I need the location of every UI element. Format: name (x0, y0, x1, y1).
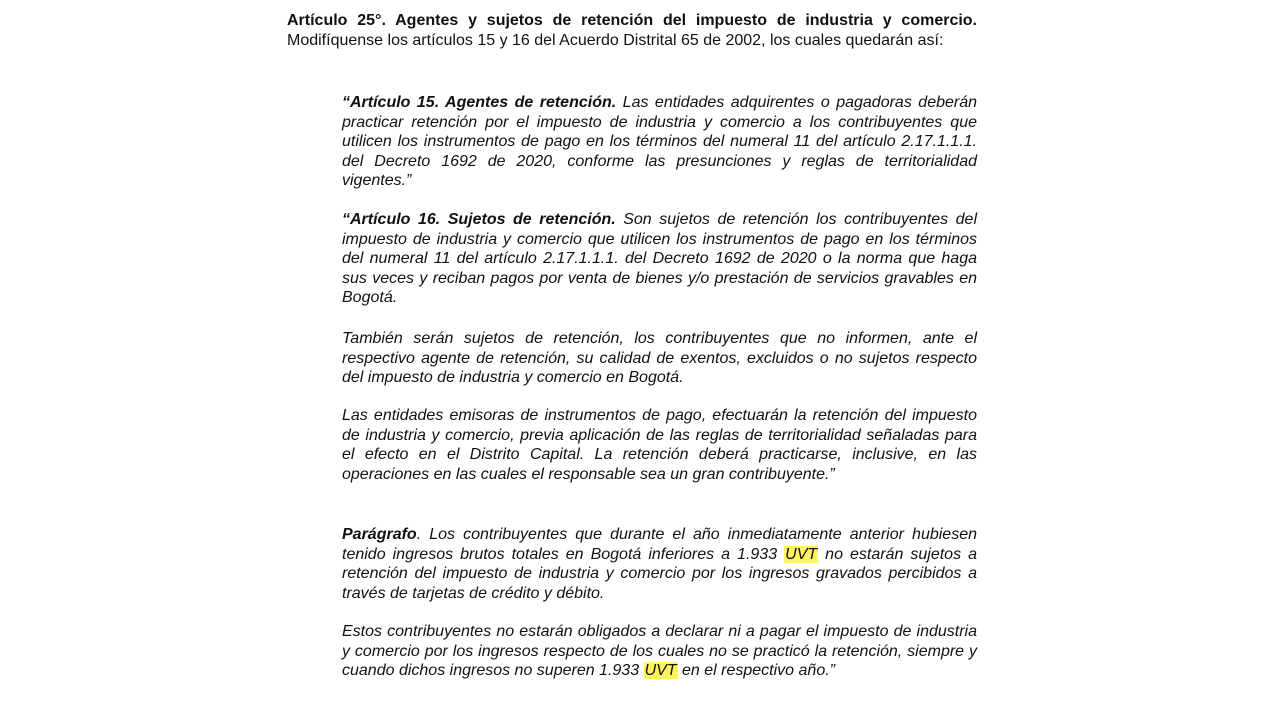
final-paragraph (342, 622, 977, 681)
article-15-body: Las entidades adquirentes o pagadoras deberán practicar retención por el impuesto de industria y comercio a los contribuyentes que utilicen los instrumentos de pago en los términos del numeral 11 del artículo 2.17.1.1.1. del Decreto 1692 de 2020, conforme las presunciones y reglas de territorialidad vigentes.” (342, 94, 978, 189)
article-16-title: “Artículo 16. Sujetos de retención. (342, 211, 616, 228)
article-25-title: Artículo 25°. Agentes y sujetos de retención del impuesto de industria y comercio. (287, 12, 977, 29)
article-15-title: “Artículo 15. Agentes de retención. (342, 94, 617, 111)
final-text-before: Estos contribuyentes no estarán obligados a declarar ni a pagar el impuesto de industria y comercio por los ingresos respecto de los cuales no se practicó la retención, siempre y cuando dichos ingresos no superen 1.933 (342, 623, 977, 679)
paragrafo-paragraph (342, 525, 977, 603)
article-25-heading (287, 11, 977, 50)
article-16-paragraph (342, 210, 977, 308)
uvt-highlight: UVT (785, 545, 818, 563)
tambien-paragraph: También serán sujetos de retención, los contribuyentes que no informen, ante el respectivo agente de retención, su calidad de exentos, excluidos o no sujetos respecto del impuesto de industria y comercio en Bogotá. (342, 330, 977, 386)
article-25-intro: Modifíquense los artículos 15 y 16 del Acuerdo Distrital 65 de 2002, los cuales quedarán así: (287, 31, 944, 49)
article-16-body: Son sujetos de retención los contribuyentes del impuesto de industria y comercio que utilicen los instrumentos de pago en los términos del numeral 11 del artículo 2.17.1.1.1. del Decreto 1692 de 2020 o la norma que haga sus veces y reciban pagos por venta de bienes y/o prestación de servicios gravables en Bogotá. (342, 211, 978, 306)
paragrafo-text-after: no estarán sujetos a retención del impuesto de industria y comercio por los ingresos gravados percibidos a través de tarjetas de crédito y débito. (342, 545, 977, 602)
final-text-after: en el respectivo año.” (682, 662, 835, 679)
entidades-paragraph: Las entidades emisoras de instrumentos de pago, efectuarán la retención del impuesto de industria y comercio, previa aplicación de las reglas de territorialidad señaladas para el efecto en el Distrito Capital. La retención deberá practicarse, inclusive, en las operaciones en las cuales el responsable sea un gran contribuyente.” (342, 407, 977, 483)
uvt-highlight: UVT (644, 662, 677, 679)
paragrafo-text-before: . Los contribuyentes que durante el año inmediatamente anterior hubiesen tenido ingresos brutos totales en Bogotá inferiores a 1.933 (342, 526, 977, 563)
article-15-paragraph (342, 93, 977, 191)
paragrafo-title: Parágrafo (342, 526, 417, 543)
